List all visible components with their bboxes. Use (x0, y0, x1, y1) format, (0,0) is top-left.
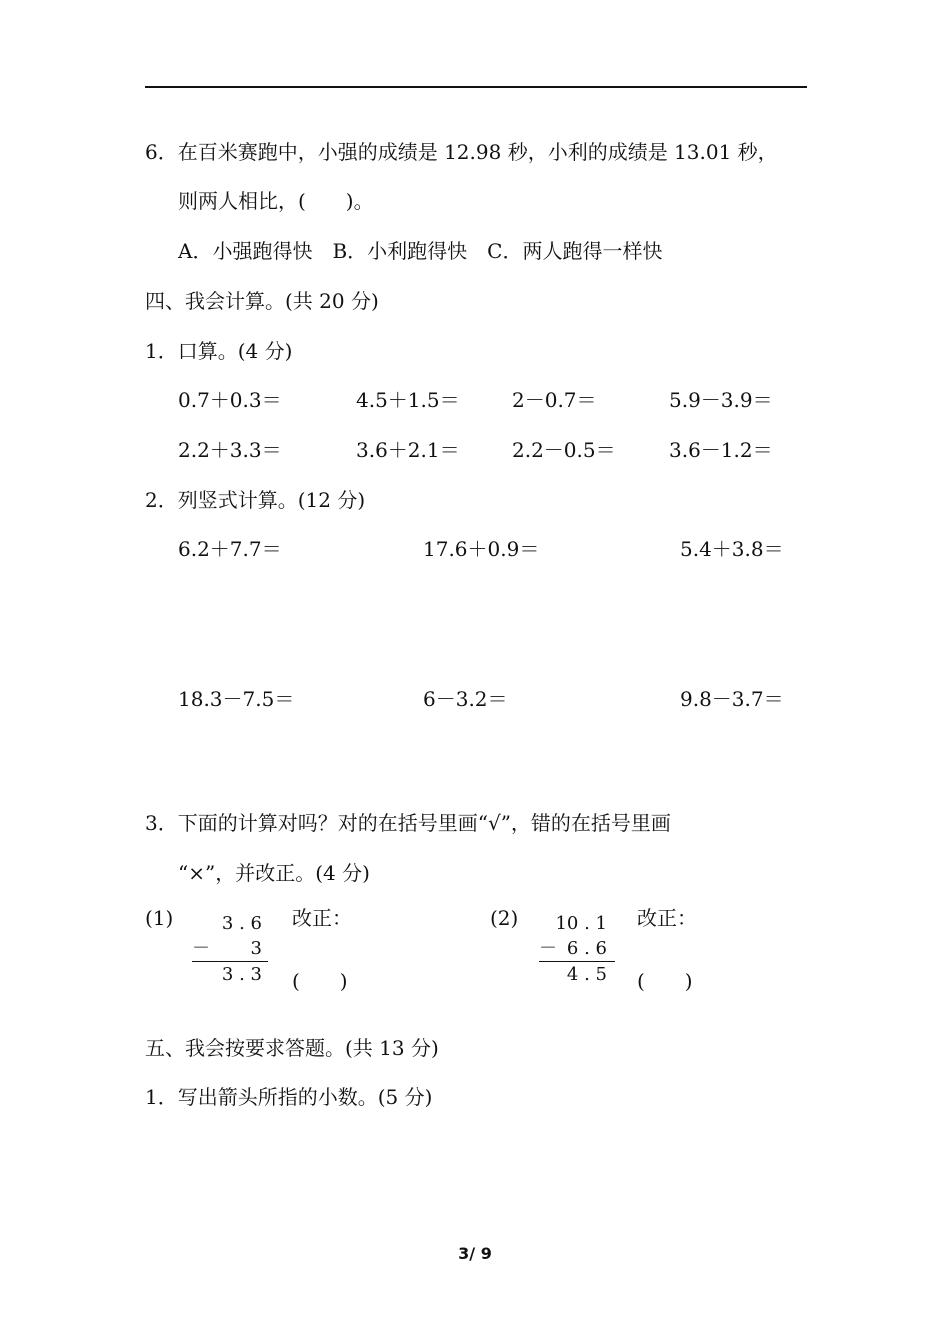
q6-options: A．小强跑得快 B．小利跑得快 C．两人跑得一样快 (178, 239, 663, 263)
page-number: 3/ 9 (458, 1244, 492, 1263)
item1-result: 3 . 3 (221, 964, 262, 985)
item1-minuend: 3 . 6 (221, 913, 262, 934)
section5-title: 五、我会按要求答题。(共 13 分) (145, 1036, 439, 1060)
mental-math-item: 3.6＋2.1＝ (356, 438, 460, 462)
vertical-calc-item: 17.6＋0.9＝ (423, 537, 540, 561)
header-rule (145, 86, 807, 88)
vertical-calc-item: 18.3－7.5＝ (178, 687, 295, 711)
item2-answer-paren: ( ) (637, 969, 693, 993)
item2-fix-label: 改正： (637, 906, 697, 930)
mental-math-item: 3.6－1.2＝ (669, 438, 773, 462)
vertical-calc-item: 5.4＋3.8＝ (680, 537, 784, 561)
mental-math-item: 2－0.7＝ (512, 388, 597, 412)
vertical-calc-item: 6.2＋7.7＝ (178, 537, 282, 561)
vertical-calc-item: 9.8－3.7＝ (680, 687, 784, 711)
item2-result: 4 . 5 (566, 964, 607, 985)
item1-number: (1) (145, 906, 174, 930)
q6-line2: 则两人相比，( )。 (178, 189, 374, 213)
q6-line1: 6．在百米赛跑中，小强的成绩是 12.98 秒，小利的成绩是 13.01 秒， (145, 140, 778, 164)
section4-title: 四、我会计算。(共 20 分) (145, 289, 379, 313)
section4-p3-line1: 3．下面的计算对吗？对的在括号里画“√”，错的在括号里画 (145, 811, 671, 835)
mental-math-item: 0.7＋0.3＝ (178, 388, 282, 412)
mental-math-item: 2.2－0.5＝ (512, 438, 616, 462)
section4-p2-title: 2．列竖式计算。(12 分) (145, 488, 366, 512)
item2-number: (2) (490, 906, 519, 930)
item1-underline (192, 961, 268, 962)
mental-math-item: 5.9－3.9＝ (669, 388, 773, 412)
item1-fix-label: 改正： (292, 906, 352, 930)
item2-minus-sign: － (539, 938, 557, 959)
item2-minuend: 10 . 1 (555, 913, 607, 934)
item1-answer-paren: ( ) (292, 969, 348, 993)
mental-math-item: 2.2＋3.3＝ (178, 438, 282, 462)
mental-math-item: 4.5＋1.5＝ (356, 388, 460, 412)
item2-underline (539, 961, 615, 962)
item1-subtrahend: 3 (250, 938, 262, 959)
vertical-calc-item: 6－3.2＝ (423, 687, 508, 711)
item1-minus-sign: － (192, 938, 210, 959)
section5-p1-title: 1．写出箭头所指的小数。(5 分) (145, 1085, 433, 1109)
section4-p3-line2: “×”，并改正。(4 分) (178, 861, 370, 885)
section4-p1-title: 1．口算。(4 分) (145, 339, 293, 363)
item2-subtrahend: 6 . 6 (566, 938, 607, 959)
